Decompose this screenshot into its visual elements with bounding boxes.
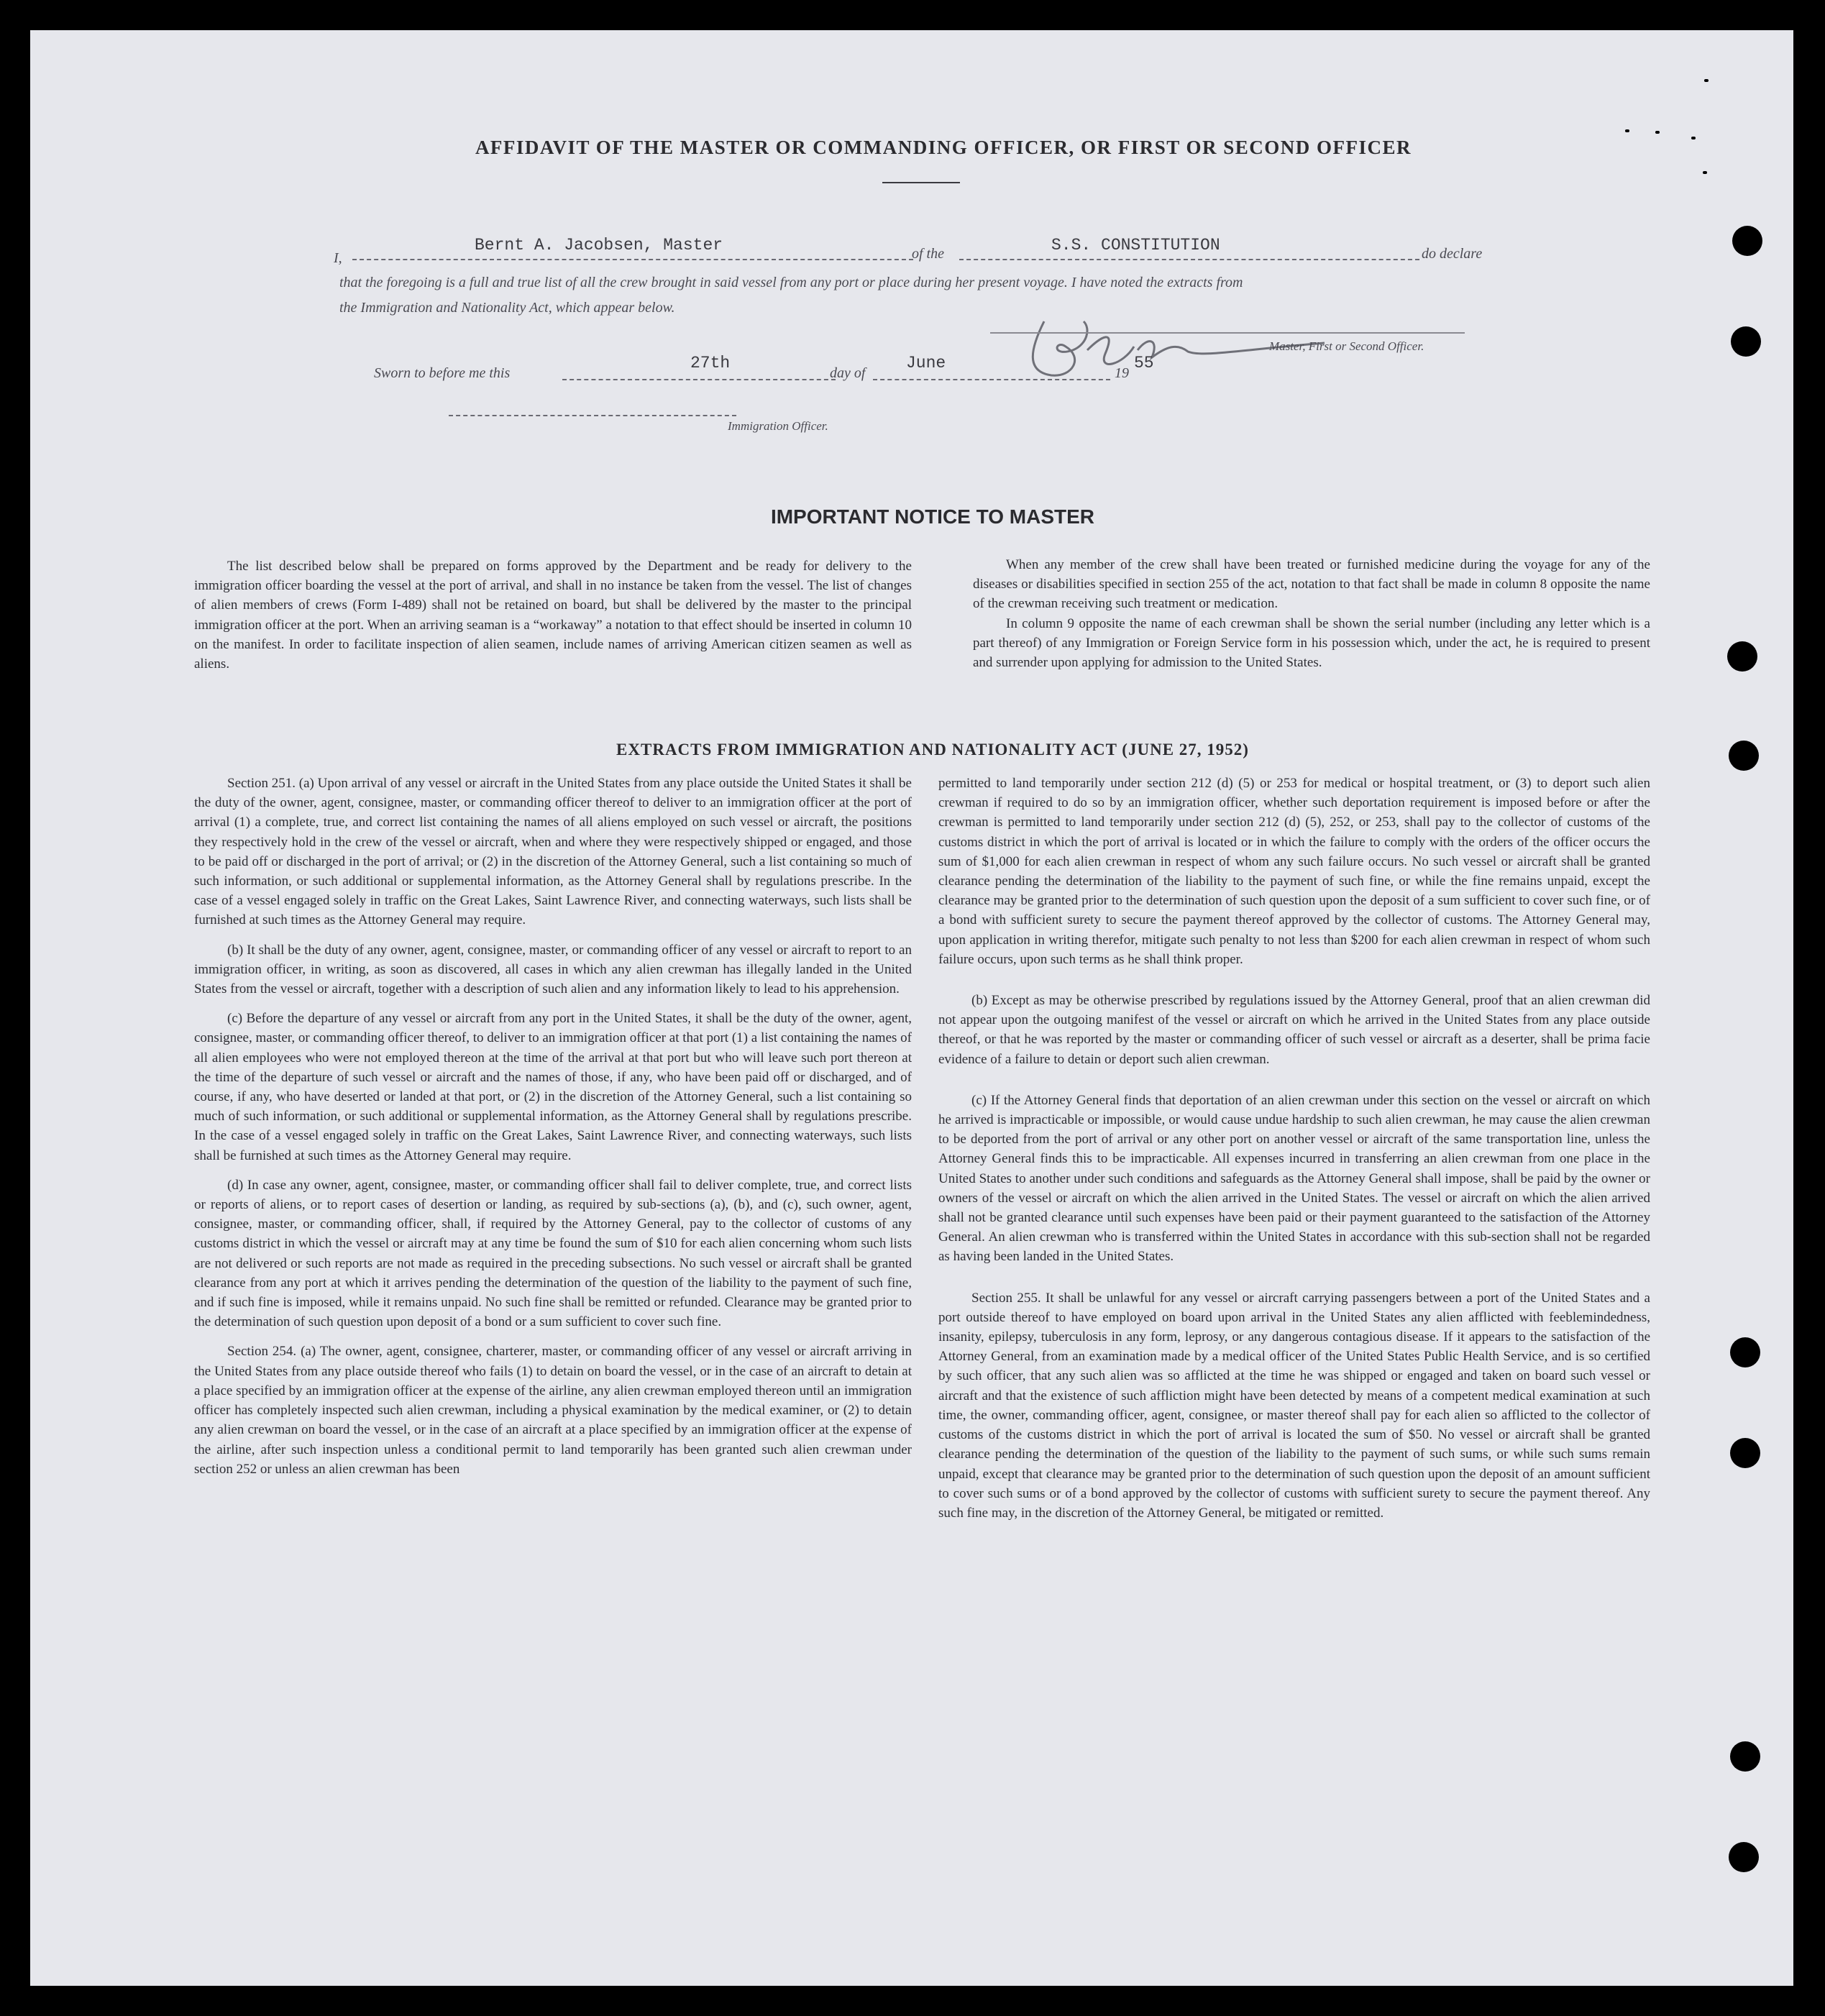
master-caption: Master, First or Second Officer. (1269, 339, 1424, 353)
section-254-c: (c) If the Attorney General finds that deportation of an alien crewman under this section on the vessel or aircraft on which he arrived is impracticable or impossible, or would cause undue hardship to such alien crewman, he may cause the alien crewman to be deported from the port of arrival or any other port on another vessel or aircraft of the same transportation line, unless the Attorney General finds this to be impracticable. All expenses incurred in transferring an alien crewman from one place in the United States to another under such conditions and safeguards as the Attorney General shall impose, shall be paid by the owner or owners of the vessel or aircraft on which the alien arrived in the United States. The vessel or aircraft on which the alien arrived shall not be granted clearance until such expenses have been paid or their payment guaranteed to the satisfaction of the Attorney General. An alien crewman who is transferred within the United States in accordance with this sub-section shall not be regarded as having been landed in the United States. (938, 1092, 1650, 1265)
notice-right-column (973, 555, 1650, 672)
notice-right-paragraph-2: In column 9 opposite the name of each crewman shall be shown the serial number (including any letter which is a part thereof) of any Immigration or Foreign Service form in his possession which, under the act, he is required to present and surrender upon applying for admission to the United States. (973, 615, 1650, 671)
section-251-d: (d) In case any owner, agent, consignee, master, or commanding officer shall fail to deliver complete, true, and correct lists or reports of aliens, or to report cases of desertion or landing, as required by sub-sections (a), (b), and (c), such owner, agent, consignee, master, or commanding officer, shall, if required by the Attorney General, pay to the collector of customs of any customs district in which the vessel or aircraft may at any time be found the sum of $10 for each alien concerning whom such lists are not delivered or such reports are not made as required in the preceding subsections. No such vessel or aircraft shall be granted clearance from any port at which it arrives pending the determination of the question of the liability to the payment of such fine, and if such fine is imposed, while it remains unpaid. No such fine shall be remitted or refunded. Clearance may be granted prior to the determination of such question upon deposit of a bond or a sum sufficient to cover such fine. (194, 1177, 912, 1330)
extracts-right-column (938, 774, 1650, 1523)
section-251-c: (c) Before the departure of any vessel or aircraft from any port in the United States, it shall be the duty of the owner, agent, consignee, master, or commanding officer thereof, to deliver to an immigration officer at that port (1) a list containing the names of all alien employees who were not employed thereon at the time of the arrival at that port but who will leave such port thereon at the time of the departure of such vessel or aircraft and the names of those, if any, who have been paid off or discharged, and of course, if any, who have deserted or landed at that port, or (2) in the discretion of the Attorney General, such a list containing so much of such information, or such additional or supplemental information, as the Attorney General shall by regulations prescribe. In the case of a vessel engaged solely in traffic on the Great Lakes, Saint Lawrence River, and connecting waterways, such lists shall be furnished at such times as the Attorney General may require. (194, 1011, 912, 1163)
document-page (30, 30, 1793, 1986)
punch-hole (1730, 1337, 1760, 1367)
extracts-left-column (194, 774, 912, 1479)
year-value: 55 (1134, 354, 1154, 372)
day-value: 27th (690, 354, 731, 372)
speck-mark (1703, 171, 1707, 174)
punch-hole (1727, 641, 1757, 672)
speck-mark (1655, 131, 1660, 134)
sworn-label: Sworn to before me this (374, 365, 511, 381)
notice-left-column (194, 556, 912, 674)
day-of-label: day of (830, 365, 866, 381)
name-line (352, 259, 913, 260)
punch-hole (1729, 741, 1759, 771)
year-prefix: 19 (1115, 365, 1129, 381)
speck-mark (1625, 129, 1629, 132)
do-declare-label: do declare (1422, 246, 1483, 262)
punch-hole (1732, 226, 1762, 256)
speck-mark (1691, 137, 1696, 139)
section-255: Section 255. It shall be unlawful for any vessel or aircraft carrying passengers between a port of the United States and a port outside thereof to have employed on board upon arrival in the United States any alien afflicted with feeblemindedness, insanity, epilepsy, tuberculosis in any form, leprosy, or any dangerous contagious disease. If it appears to the satisfaction of the Attorney General, from an examination made by a medical officer of the United States Public Health Service, and is so certified by such officer, that any such alien was so afflicted at the time he was shipped or engaged and taken on board such vessel or aircraft and that the existence of such affliction might have been detected by means of a competent medical examination at such time, the owner, commanding officer, agent, consignee, or master thereof shall pay for each alien so afflicted to the collector of customs of the customs district in which the port of arrival is located the sum of $50. No vessel or aircraft shall be granted clearance pending the determination of the question of the liability to the payment of such sums, or while such sums remain unpaid, except that clearance may be granted prior to the determination of such question upon the deposit of an amount sufficient to cover such sums or of a bond approved by the collector of customs with sufficient surety to secure the payment thereof. Any such fine may, in the discretion of the Attorney General, be mitigated or remitted. (938, 1290, 1650, 1521)
title-rule (882, 182, 960, 183)
punch-hole (1731, 326, 1761, 357)
i-label: I, (334, 250, 342, 266)
officer-caption: Immigration Officer. (728, 419, 828, 433)
extracts-heading: EXTRACTS FROM IMMIGRATION AND NATIONALITY ACT (JUNE 27, 1952) (616, 741, 1249, 759)
notice-heading: IMPORTANT NOTICE TO MASTER (770, 505, 1095, 528)
signature-line (990, 332, 1465, 334)
section-251-b: (b) It shall be the duty of any owner, agent, consignee, master, or commanding officer of any vessel or aircraft to report to an immigration officer, in writing, as soon as discovered, all cases in which any alien crewman has illegally landed in the United States from the vessel or aircraft, together with a description of such alien and any information likely to lead to his apprehension. (194, 942, 912, 997)
section-251-a: Section 251. (a) Upon arrival of any vessel or aircraft in the United States from any place outside the United States it shall be the duty of the owner, agent, consignee, master, or commanding officer thereof to deliver to an immigration officer at the port of arrival (1) a complete, true, and correct list containing the names of all aliens employed on such vessel or aircraft, the positions they respectively hold in the crew of the vessel or aircraft, when and where they were respectively shipped or engaged, and those to be paid off or discharged in the port of arrival; or (2) in the discretion of the Attorney General, such a list containing so much of such information, or such additional or supplemental information, as the Attorney General shall by regulations prescribe. In the case of a vessel engaged solely in traffic on the Great Lakes, Saint Lawrence River, and connecting waterways, such lists shall be furnished at such times as the Attorney General may require. (194, 776, 912, 928)
punch-hole (1730, 1741, 1760, 1772)
statement-line-2: the Immigration and Nationality Act, which appear below. (339, 300, 675, 316)
statement-line-1: that the foregoing is a full and true list of all the crew brought in said vessel from any port or place during her present voyage. I have noted the extracts from (339, 275, 1243, 290)
master-name: Bernt A. Jacobsen, Master (475, 236, 723, 255)
month-line (873, 379, 1110, 380)
affidavit-title: AFFIDAVIT OF THE MASTER OR COMMANDING OFFICER, OR FIRST OR SECOND OFFICER (475, 137, 1412, 158)
punch-hole (1730, 1438, 1760, 1468)
vessel-name: S.S. CONSTITUTION (1051, 236, 1220, 255)
officer-line (449, 415, 736, 416)
notice-right-paragraph-1: When any member of the crew shall have been treated or furnished medicine during the voyage for any of the diseases or disabilities specified in section 255 of the act, notation to that fact shall be made in column 8 opposite the name of the crewman receiving such treatment or medication. (973, 557, 1650, 612)
speck-mark (1704, 79, 1709, 82)
section-254-a: Section 254. (a) The owner, agent, consignee, charterer, master, or commanding officer of any vessel or aircraft arriving in the United States from any place outside thereof who fails (1) to detain on board the vessel, or in the case of an aircraft to detain at a place specified by an immigration officer at the expense of the airline, any alien crewman employed thereon until an immigration officer has completely inspected such alien crewman, including a physical examination by the medical examiner, or (2) to detain any alien crewman on board the vessel, or in the case of an aircraft at a place specified by an immigration officer at the expense of the airline, after such inspection unless a conditional permit to land temporarily has been granted such alien crewman under section 252 or unless an alien crewman has been (194, 1344, 912, 1477)
day-line (562, 379, 836, 380)
section-254-b: (b) Except as may be otherwise prescribed by regulations issued by the Attorney General, proof that an alien crewman did not appear upon the outgoing manifest of the vessel or aircraft on which he arrived in the United States from any place outside thereof, or that he was reported by the master or commanding officer of such vessel or aircraft as a deserter, shall be prima facie evidence of a failure to detain or deport such alien crewman. (938, 993, 1650, 1067)
month-value: June (906, 354, 946, 372)
punch-hole (1729, 1842, 1759, 1872)
vessel-line (959, 259, 1419, 260)
of-the-label: of the (912, 246, 944, 262)
section-254-a-continued: permitted to land temporarily under section 212 (d) (5) or 253 for medical or hospital treatment, or (3) to deport such alien crewman if required to do so by an immigration officer, whether such deportation requirement is imposed before or after the crewman is permitted to land temporarily under section 212 (d) (5), 252, or 253, shall pay to the collector of customs of the customs district in which the port of arrival is located or in which the failure to comply with the orders of the officer occurs the sum of $1,000 for each alien crewman in respect of whom any such failure occurs. No such vessel or aircraft shall be granted clearance pending the determination of the liability to the payment of such fine, or while the fine remains unpaid, except the clearance may be granted prior to the determination of such question upon the deposit of a sum sufficient to cover such fine, or of a bond with sufficient surety to secure the payment thereof approved by the collector of customs. The Attorney General may, upon application in writing therefor, mitigate such penalty to not less than $200 for each alien crewman in respect of whom such failure occurs, upon such terms as he shall think proper. (938, 776, 1650, 967)
notice-left-paragraph: The list described below shall be prepared on forms approved by the Department and be ready for delivery to the immigration officer boarding the vessel at the port of arrival, and shall in no instance be taken from the vessel. The list of changes of alien members of crews (Form I-489) shall not be retained on board, but shall be delivered by the master to the principal immigration officer at the port. When an arriving seaman is a “workaway” a notation to that effect should be inserted in column 10 on the manifest. In order to facilitate inspection of alien seamen, include names of arriving American citizen seamen as well as aliens. (194, 559, 912, 672)
